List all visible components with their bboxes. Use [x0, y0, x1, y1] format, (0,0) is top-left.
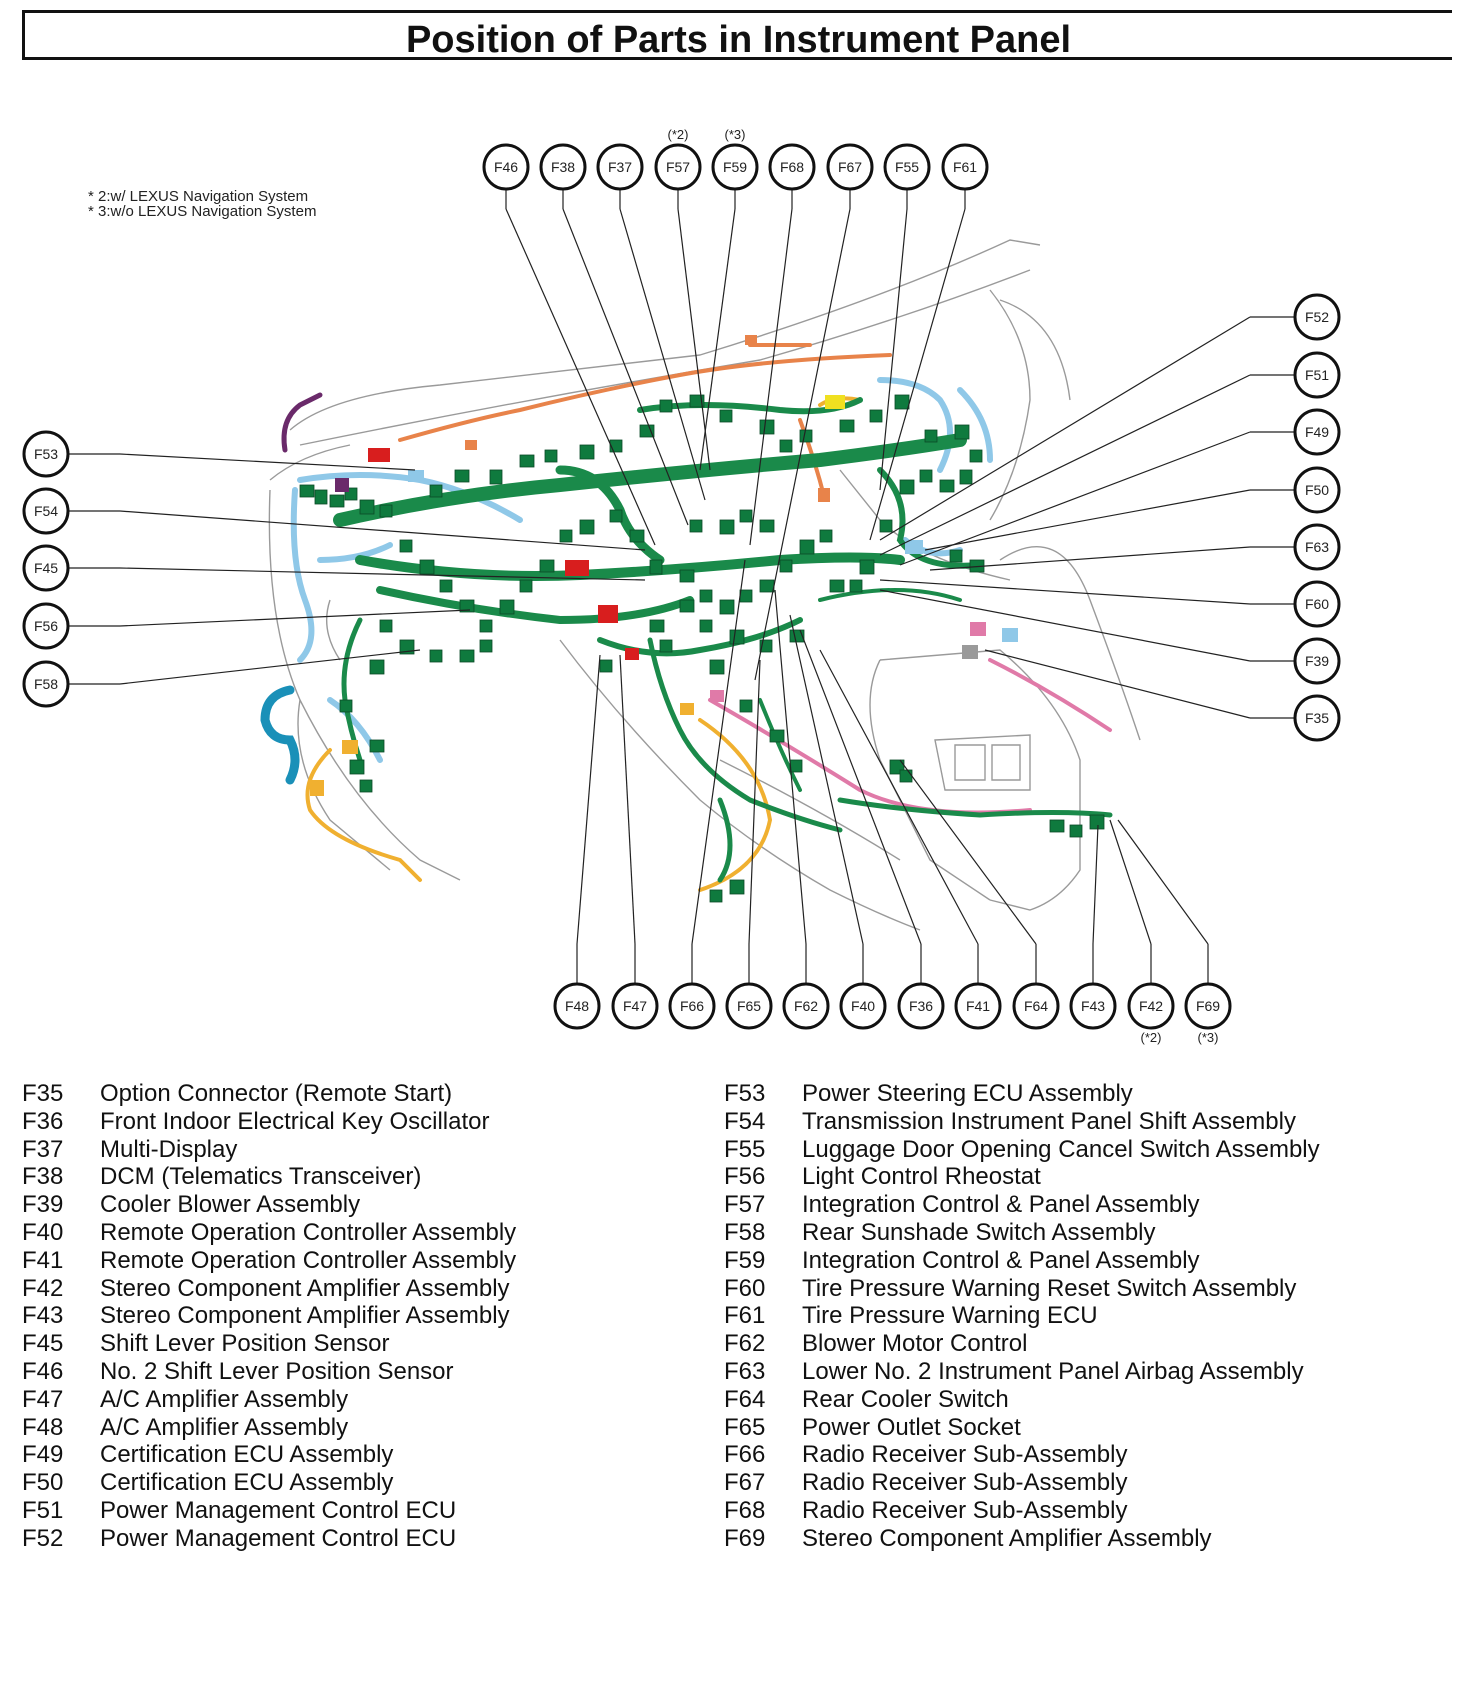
callout-label: F69 [1195, 998, 1221, 1014]
callout-label: F68 [779, 159, 805, 175]
callout-f40 [841, 984, 885, 1028]
leader-line [1118, 820, 1208, 944]
callout-f68 [770, 145, 814, 189]
blue-harness [294, 475, 520, 760]
callout-f45 [24, 546, 68, 590]
legend-description: Stereo Component Amplifier Assembly [802, 1524, 1212, 1552]
legend-code: F67 [724, 1469, 766, 1497]
connector-block [490, 470, 502, 484]
legend-description: Integration Control & Panel Assembly [802, 1246, 1200, 1274]
connector-block [380, 620, 392, 632]
legend-description: Shift Lever Position Sensor [100, 1330, 390, 1358]
legend-code: F42 [22, 1274, 64, 1302]
connector-block [700, 620, 712, 632]
legend-description: Remote Operation Controller Assembly [100, 1219, 517, 1246]
callout-label: F55 [894, 159, 920, 175]
legend-description: Rear Cooler Switch [802, 1385, 1009, 1413]
callout-f46 [484, 145, 528, 189]
legend-description: Front Indoor Electrical Key Oscillator [100, 1107, 490, 1135]
legend-code: F49 [22, 1441, 64, 1469]
legend-description: A/C Amplifier Assembly [100, 1413, 349, 1441]
callout-label: F59 [722, 159, 748, 175]
leader-lines [68, 189, 1295, 984]
legend-description: Radio Receiver Sub-Assembly [802, 1441, 1128, 1469]
connector-block [800, 430, 812, 442]
callout-variant-tag: (*2) [667, 127, 689, 142]
leader-line [1093, 825, 1098, 944]
callout-f47 [613, 984, 657, 1028]
leader-line [790, 615, 863, 944]
callout-f63 [1295, 525, 1339, 569]
connector-block [1070, 825, 1082, 837]
connector-block [430, 650, 442, 662]
connector-block [760, 580, 774, 592]
connector-block [580, 520, 594, 534]
connector-block [920, 470, 932, 482]
connector-block [370, 660, 384, 674]
connector-block [790, 760, 802, 772]
connector-block [350, 760, 364, 774]
legend-code: F51 [22, 1497, 64, 1524]
connector-block [925, 430, 937, 442]
connector-block [710, 890, 722, 902]
teal-harness [265, 690, 295, 780]
connector-block [330, 495, 344, 507]
callout-label: F58 [33, 676, 59, 692]
leader-line [930, 547, 1250, 570]
connector-block [630, 530, 644, 542]
connector-block [420, 560, 434, 574]
callout-label: F54 [33, 503, 59, 519]
connector-block [520, 580, 532, 592]
leader-line [985, 650, 1250, 718]
legend-description: Radio Receiver Sub-Assembly [802, 1497, 1128, 1524]
leader-line [750, 209, 792, 545]
note-nav-1: * 2:w/ LEXUS Navigation System [88, 188, 309, 205]
callout-f64 [1014, 984, 1058, 1028]
legend-code: F63 [724, 1358, 766, 1385]
legend-description: Luggage Door Opening Cancel Switch Assembly [802, 1135, 1320, 1163]
connector-block [760, 520, 774, 532]
callout-f55 [885, 145, 929, 189]
leader-line [620, 655, 635, 944]
legend-description: Transmission Instrument Panel Shift Assembly [802, 1107, 1296, 1135]
callout-label: F61 [952, 159, 978, 175]
legend-code: F45 [22, 1330, 64, 1358]
connector-block [1090, 815, 1104, 829]
connector-block [900, 480, 914, 494]
connector-block [900, 770, 912, 782]
legend-code: F36 [22, 1107, 64, 1135]
legend-description: Power Outlet Socket [802, 1413, 1021, 1441]
connector-block [1050, 820, 1064, 832]
connector-block [895, 395, 909, 409]
connector-block [370, 740, 384, 752]
connector-block [730, 630, 744, 644]
callout-f65 [727, 984, 771, 1028]
callout-label: F56 [33, 618, 59, 634]
legend-description: Power Management Control ECU [100, 1524, 457, 1552]
callout-variant-tag: (*3) [1197, 1030, 1219, 1045]
connector-block [720, 520, 734, 534]
connector-block [710, 660, 724, 674]
callout-f38 [541, 145, 585, 189]
callout-label: F45 [33, 560, 59, 576]
callout-label: F64 [1023, 998, 1049, 1014]
connector-block [660, 640, 672, 652]
connector-block [770, 730, 784, 742]
callout-label: F46 [493, 159, 519, 175]
legend-description: Tire Pressure Warning Reset Switch Assembly [802, 1274, 1297, 1302]
connector-block [830, 580, 844, 592]
callout-label: F60 [1304, 596, 1330, 612]
legend-code: F69 [724, 1524, 766, 1552]
callout-f57 [656, 127, 700, 189]
connector-block [480, 620, 492, 632]
legend-code: F61 [724, 1302, 766, 1330]
legend-description: DCM (Telematics Transceiver) [100, 1163, 422, 1191]
connector-block [430, 485, 442, 497]
connector-block [400, 540, 412, 552]
legend-description: Option Connector (Remote Start) [100, 1080, 453, 1107]
legend-code: F46 [22, 1358, 64, 1385]
connector-block [650, 620, 664, 632]
connector-block [955, 425, 969, 439]
leader-line [700, 209, 735, 470]
connector-block [315, 490, 327, 504]
legend-code: F40 [22, 1219, 64, 1246]
connector-block [455, 470, 469, 482]
legend-code: F59 [724, 1246, 766, 1274]
leader-line [880, 317, 1250, 540]
callout-label: F67 [837, 159, 863, 175]
leader-line [755, 209, 850, 680]
legend-code: F66 [724, 1441, 766, 1469]
legend-code: F65 [724, 1413, 766, 1441]
callout-f69 [1186, 984, 1230, 1045]
callout-f62 [784, 984, 828, 1028]
legend-description: Stereo Component Amplifier Assembly [100, 1274, 510, 1302]
callout-f42 [1129, 984, 1173, 1045]
connector-block [870, 410, 882, 422]
leader-line [900, 760, 1036, 944]
leader-line [577, 655, 600, 944]
legend-code: F38 [22, 1163, 64, 1191]
legend-code: F43 [22, 1302, 64, 1330]
callout-f48 [555, 984, 599, 1028]
legend-code: F53 [724, 1080, 766, 1107]
leader-line [880, 375, 1250, 555]
vehicle-outline [269, 240, 1140, 930]
connector-block [820, 530, 832, 542]
leader-line [800, 630, 921, 944]
callout-label: F37 [607, 159, 633, 175]
connector-block [800, 540, 814, 554]
connector-block [730, 880, 744, 894]
leader-line [1110, 820, 1151, 944]
callout-label: F62 [793, 998, 819, 1014]
connector-block [740, 590, 752, 602]
connector-block [960, 470, 972, 484]
connector-block [780, 560, 792, 572]
connector-block [940, 480, 954, 492]
callout-label: F57 [665, 159, 691, 175]
connector-block [650, 560, 662, 574]
legend-code: F37 [22, 1135, 64, 1163]
leader-line [120, 610, 470, 626]
legend-description: Certification ECU Assembly [100, 1441, 394, 1469]
connector-block [610, 440, 622, 452]
connector-block [970, 450, 982, 462]
legend-description: Lower No. 2 Instrument Panel Airbag Assembly [802, 1358, 1304, 1385]
connector-block [440, 580, 452, 592]
note-nav-2: * 3:w/o LEXUS Navigation System [88, 203, 317, 220]
callout-label: F52 [1304, 309, 1330, 325]
legend-description: Remote Operation Controller Assembly [100, 1246, 517, 1274]
legend-description: Tire Pressure Warning ECU [802, 1302, 1098, 1330]
legend-code: F68 [724, 1497, 766, 1524]
legend-code: F52 [22, 1524, 64, 1552]
legend-code: F58 [724, 1219, 766, 1246]
connector-block [840, 420, 854, 432]
legend-description: Radio Receiver Sub-Assembly [802, 1469, 1128, 1497]
callout-label: F65 [736, 998, 762, 1014]
legend-code: F48 [22, 1413, 64, 1441]
callout-f51 [1295, 353, 1339, 397]
callout-f61 [943, 145, 987, 189]
callout-f49 [1295, 410, 1339, 454]
connector-block [380, 505, 392, 517]
legend-code: F57 [724, 1191, 766, 1219]
callout-label: F48 [564, 998, 590, 1014]
callout-f50 [1295, 468, 1339, 512]
legend-code: F39 [22, 1191, 64, 1219]
callout-f56 [24, 604, 68, 648]
connector-block [850, 580, 862, 592]
legend-description: A/C Amplifier Assembly [100, 1385, 349, 1413]
legend-description: No. 2 Shift Lever Position Sensor [100, 1358, 454, 1385]
connector-block [680, 600, 694, 612]
connector-block [610, 510, 622, 522]
callout-label: F38 [550, 159, 576, 175]
callout-label: F39 [1304, 653, 1330, 669]
callout-f58 [24, 662, 68, 706]
callout-label: F63 [1304, 539, 1330, 555]
connector-block [660, 400, 672, 412]
connector-block [580, 445, 594, 459]
legend-description: Rear Sunshade Switch Assembly [802, 1219, 1156, 1246]
callout-f43 [1071, 984, 1115, 1028]
connector-block [720, 410, 732, 422]
callout-f59 [713, 127, 757, 189]
legend-description: Power Management Control ECU [100, 1497, 457, 1524]
callout-label: F35 [1304, 710, 1330, 726]
connector-block [460, 650, 474, 662]
connector-block [680, 570, 694, 582]
callout-label: F50 [1304, 482, 1330, 498]
legend-description: Multi-Display [100, 1135, 238, 1163]
connector-block [720, 600, 734, 614]
legend-code: F50 [22, 1469, 64, 1497]
connector-block [360, 500, 374, 514]
legend-description: Certification ECU Assembly [100, 1469, 394, 1497]
connector-block [760, 420, 774, 434]
callout-label: F36 [908, 998, 934, 1014]
callout-group [24, 127, 1339, 1045]
callout-label: F53 [33, 446, 59, 462]
callout-f60 [1295, 582, 1339, 626]
legend-code: F56 [724, 1163, 766, 1191]
legend-description: Integration Control & Panel Assembly [802, 1191, 1200, 1219]
callout-label: F41 [965, 998, 991, 1014]
callout-f54 [24, 489, 68, 533]
callout-f52 [1295, 295, 1339, 339]
legend-code: F47 [22, 1385, 64, 1413]
connector-block [740, 700, 752, 712]
page-title: Position of Parts in Instrument Panel [405, 19, 1072, 61]
connector-block [690, 520, 702, 532]
legend-description: Light Control Rheostat [802, 1163, 1041, 1191]
connector-block [740, 510, 752, 522]
legend-description: Stereo Component Amplifier Assembly [100, 1302, 510, 1330]
legend-code: F55 [724, 1135, 766, 1163]
connector-block [780, 440, 792, 452]
leader-line [620, 209, 705, 500]
callout-label: F66 [679, 998, 705, 1014]
connector-block [520, 455, 534, 467]
connector-block [600, 660, 612, 672]
legend-code: F54 [724, 1107, 766, 1135]
callout-f67 [828, 145, 872, 189]
connector-block [500, 600, 514, 614]
callout-variant-tag: (*2) [1140, 1030, 1162, 1045]
leader-line [925, 490, 1250, 550]
callout-f37 [598, 145, 642, 189]
callout-f66 [670, 984, 714, 1028]
callout-label: F40 [850, 998, 876, 1014]
callout-label: F51 [1304, 367, 1330, 383]
connector-block [950, 550, 962, 562]
legend-description: Power Steering ECU Assembly [802, 1080, 1133, 1107]
connector-block [300, 485, 314, 497]
callout-f35 [1295, 696, 1339, 740]
connector-block [545, 450, 557, 462]
legend-code: F64 [724, 1385, 766, 1413]
connector-block [480, 640, 492, 652]
callout-label: F49 [1304, 424, 1330, 440]
connector-block [860, 560, 874, 574]
connector-block [880, 520, 892, 532]
connector-block [360, 780, 372, 792]
callout-f53 [24, 432, 68, 476]
legend-code: F62 [724, 1330, 766, 1358]
callout-label: F47 [622, 998, 648, 1014]
legend-code: F41 [22, 1246, 64, 1274]
callout-label: F42 [1138, 998, 1164, 1014]
callout-f41 [956, 984, 1000, 1028]
legend-code: F60 [724, 1274, 766, 1302]
callout-f36 [899, 984, 943, 1028]
legend-description: Blower Motor Control [802, 1330, 1028, 1358]
callout-variant-tag: (*3) [724, 127, 746, 142]
callout-f39 [1295, 639, 1339, 683]
connector-block [340, 700, 352, 712]
legend-description: Cooler Blower Assembly [100, 1191, 361, 1219]
callout-label: F43 [1080, 998, 1106, 1014]
connector-block [560, 530, 572, 542]
legend-code: F35 [22, 1080, 64, 1107]
leader-line [820, 650, 978, 944]
connector-block [540, 560, 554, 572]
connector-block [700, 590, 712, 602]
